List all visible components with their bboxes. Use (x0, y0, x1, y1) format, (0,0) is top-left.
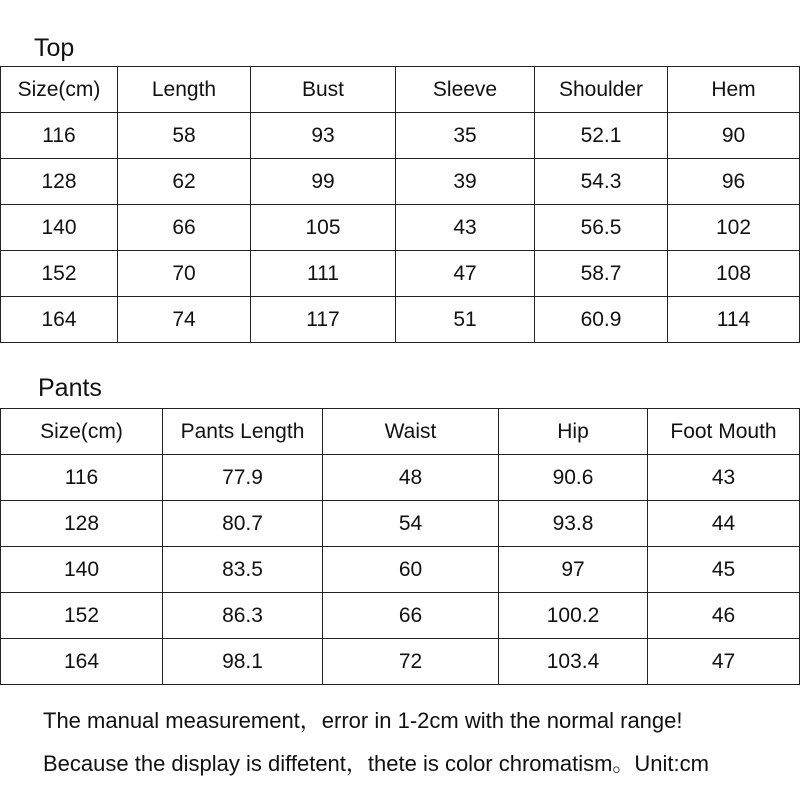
table-cell: 45 (648, 547, 800, 593)
header-cell: Hem (668, 67, 800, 113)
table-row (1, 251, 800, 297)
table-cell: 164 (1, 639, 163, 685)
table-cell: 152 (1, 251, 118, 297)
table-cell: 90 (668, 113, 800, 159)
header-cell: Size(cm) (1, 67, 118, 113)
table-cell: 58 (118, 113, 251, 159)
table-cell: 96 (668, 159, 800, 205)
top-size-table (0, 66, 800, 343)
table-cell: 54.3 (535, 159, 668, 205)
header-cell: Hip (499, 409, 648, 455)
table-cell: 108 (668, 251, 800, 297)
header-cell: Bust (251, 67, 396, 113)
table-cell: 117 (251, 297, 396, 343)
table-cell: 48 (323, 455, 499, 501)
table-cell: 90.6 (499, 455, 648, 501)
table-cell: 103.4 (499, 639, 648, 685)
table-cell: 99 (251, 159, 396, 205)
table-cell: 44 (648, 501, 800, 547)
top-section-title: Top (34, 34, 75, 62)
table-cell: 128 (1, 159, 118, 205)
table-cell: 43 (396, 205, 535, 251)
table-cell: 102 (668, 205, 800, 251)
header-cell: Pants Length (163, 409, 323, 455)
table-row (1, 113, 800, 159)
table-cell: 140 (1, 205, 118, 251)
table-row (1, 547, 800, 593)
table-cell: 83.5 (163, 547, 323, 593)
table-cell: 116 (1, 113, 118, 159)
measurement-note: The manual measurement，error in 1-2cm with the normal range! (43, 708, 683, 733)
table-cell: 56.5 (535, 205, 668, 251)
header-cell: Size(cm) (1, 409, 163, 455)
table-cell: 100.2 (499, 593, 648, 639)
table-cell: 152 (1, 593, 163, 639)
table-cell: 60.9 (535, 297, 668, 343)
table-cell: 58.7 (535, 251, 668, 297)
table-header-row (1, 67, 800, 113)
table-cell: 116 (1, 455, 163, 501)
pants-size-table (0, 408, 800, 685)
table-cell: 43 (648, 455, 800, 501)
table-cell: 80.7 (163, 501, 323, 547)
header-cell: Sleeve (396, 67, 535, 113)
table-cell: 86.3 (163, 593, 323, 639)
table-cell: 97 (499, 547, 648, 593)
header-cell: Waist (323, 409, 499, 455)
table-row (1, 159, 800, 205)
table-cell: 140 (1, 547, 163, 593)
table-cell: 77.9 (163, 455, 323, 501)
table-cell: 74 (118, 297, 251, 343)
table-cell: 98.1 (163, 639, 323, 685)
table-row (1, 593, 800, 639)
table-cell: 54 (323, 501, 499, 547)
table-cell: 66 (323, 593, 499, 639)
pants-section-title: Pants (38, 374, 102, 402)
header-cell: Shoulder (535, 67, 668, 113)
table-row (1, 639, 800, 685)
table-cell: 93.8 (499, 501, 648, 547)
table-cell: 128 (1, 501, 163, 547)
table-cell: 47 (396, 251, 535, 297)
table-cell: 105 (251, 205, 396, 251)
table-cell: 51 (396, 297, 535, 343)
table-row (1, 205, 800, 251)
table-cell: 60 (323, 547, 499, 593)
table-cell: 46 (648, 593, 800, 639)
table-cell: 93 (251, 113, 396, 159)
table-cell: 111 (251, 251, 396, 297)
header-cell: Length (118, 67, 251, 113)
table-cell: 52.1 (535, 113, 668, 159)
table-cell: 70 (118, 251, 251, 297)
header-cell: Foot Mouth (648, 409, 800, 455)
table-row (1, 501, 800, 547)
color-unit-note: Because the display is diffetent，thete is color chromatism。Unit:cm (43, 751, 709, 776)
table-cell: 164 (1, 297, 118, 343)
table-cell: 66 (118, 205, 251, 251)
table-header-row (1, 409, 800, 455)
table-cell: 114 (668, 297, 800, 343)
table-cell: 39 (396, 159, 535, 205)
table-cell: 62 (118, 159, 251, 205)
table-cell: 47 (648, 639, 800, 685)
table-row (1, 455, 800, 501)
table-row (1, 297, 800, 343)
table-cell: 35 (396, 113, 535, 159)
table-cell: 72 (323, 639, 499, 685)
